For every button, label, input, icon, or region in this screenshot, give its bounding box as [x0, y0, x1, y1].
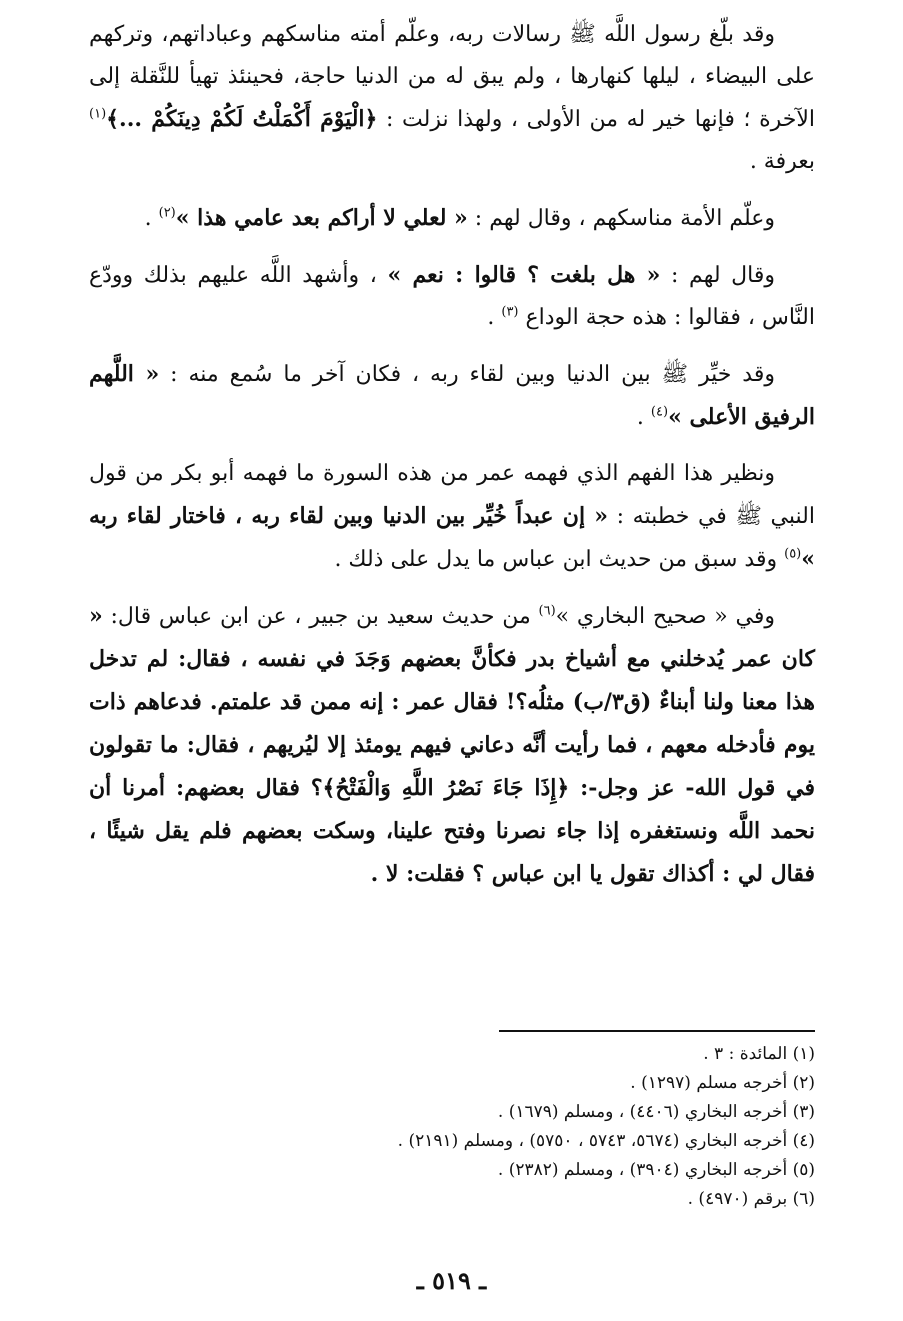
body-text: وعلّم الأمة مناسكهم ، وقال لهم :	[467, 206, 775, 231]
body-text: .	[144, 206, 159, 231]
footnote-ref: (٣)	[501, 304, 519, 320]
paragraph	[89, 595, 815, 896]
body-text: وقال لهم :	[660, 263, 775, 288]
body-text: وقد بلّغ رسول اللَّه ﷺ رسالات ربه، وعلّم أمته مناسكهم وعباداتهم، وتركهم على البيضاء ، ليلها كنهارها ، ولم يبق له من الدنيا حاجة، فحينئذ تهيأ للنَّقلة إلى الآخرة ؛ فإنها خير له من الأولى ، ولهذا نزلت :	[89, 22, 815, 132]
paragraph	[89, 453, 815, 581]
quoted-text: ﴿الْيَوْمَ أَكْمَلْتُ لَكُمْ دِينَكُمْ ...﴾	[106, 106, 378, 132]
body-text: ونظير هذا الفهم الذي فهمه عمر من هذه السورة ما فهمه أبو بكر من قول النبي ﷺ في خطبته :	[89, 461, 815, 529]
body-text: .	[487, 305, 502, 330]
body-text: بعرفة .	[749, 149, 815, 174]
footnote-ref: (٤)	[650, 404, 669, 420]
body-text: وفي « صحيح البخاري »	[555, 604, 775, 629]
body-text: وقد خيِّر ﷺ بين الدنيا وبين لقاء ربه ، فكان آخر ما سُمع منه :	[159, 362, 775, 387]
paragraph	[89, 254, 815, 339]
body-text: .	[636, 405, 651, 430]
quoted-text: « لعلي لا أراكم بعد عامي هذا »	[175, 205, 468, 231]
paragraph	[89, 353, 815, 439]
quoted-text: « اللَّهم الرفيق الأعلى »	[89, 361, 815, 430]
body-text: وقد سبق من حديث ابن عباس ما يدل على ذلك .	[334, 547, 785, 572]
body-text: ، وأشهد اللَّه عليهم بذلك وودّع النَّاس ، فقالوا : هذه حجة الوداع	[89, 263, 815, 330]
quoted-text: « كان عمر يُدخلني مع أشياخ بدر فكأنَّ بعضهم وَجَدَ في نفسه ، فقال: لم تدخل هذا معنا ولنا أبناءٌ (ق٣/ب) مثلُه؟! فقال عمر : إنه ممن قد علمتم. فدعاهم ذات يوم فأدخله معهم ، فما رأيت أنَّه دعاني فيهم يومئذ إلا ليُريهم ، فقال: ما تقولون في قول الله- عز وجل-:	[89, 603, 815, 801]
footnote-item: (٥) أخرجه البخاري (٣٩٠٤) ، ومسلم (٢٣٨٢) .	[497, 1160, 815, 1180]
footnote-ref: (٥)	[784, 546, 802, 562]
footnote-item: (٤) أخرجه البخاري (٥٦٧٤، ٥٧٤٣ ، ٥٧٥٠) ، ومسلم (٢١٩١) .	[397, 1131, 815, 1151]
quoted-text: « إن عبداً خُيِّر بين الدنيا وبين لقاء ربه ، فاختار لقاء ربه »	[89, 503, 815, 572]
footnote-divider	[499, 1030, 815, 1032]
footnote-ref: (٦)	[538, 603, 556, 619]
footnote-ref: (٢)	[158, 205, 176, 221]
footnote-item: (٣) أخرجه البخاري (٤٤٠٦) ، ومسلم (١٦٧٩) .	[497, 1102, 815, 1122]
page-number: ـ ٥١٩ ـ	[416, 1266, 487, 1295]
body-text: من حديث سعيد بن جبير ، عن ابن عباس قال:	[102, 604, 539, 629]
quoted-text: ﴿إِذَا جَاءَ نَصْرُ اللَّهِ وَالْفَتْحُ﴾	[322, 775, 570, 801]
main-text	[89, 14, 815, 910]
footnote-ref: (١)	[89, 106, 107, 122]
footnote-item: (٦) برقم (٤٩٧٠) .	[687, 1189, 815, 1209]
quoted-text: « هل بلغت ؟ قالوا : نعم »	[387, 262, 661, 288]
paragraph	[89, 197, 815, 240]
footnote-item: (٢) أخرجه مسلم (١٢٩٧) .	[630, 1073, 815, 1093]
footnote-item: (١) المائدة : ٣ .	[703, 1044, 815, 1064]
quoted-text: ؟ فقال بعضهم: أمرنا أن نحمد اللَّه ونستغفره إذا جاء نصرنا وفتح علينا، وسكت بعضهم فلم يقل شيئًا ، فقال لي : أكذاك تقول يا ابن عباس ؟ فقلت: لا .	[89, 775, 815, 887]
footnotes-list	[89, 1040, 815, 1214]
paragraph	[89, 14, 815, 183]
